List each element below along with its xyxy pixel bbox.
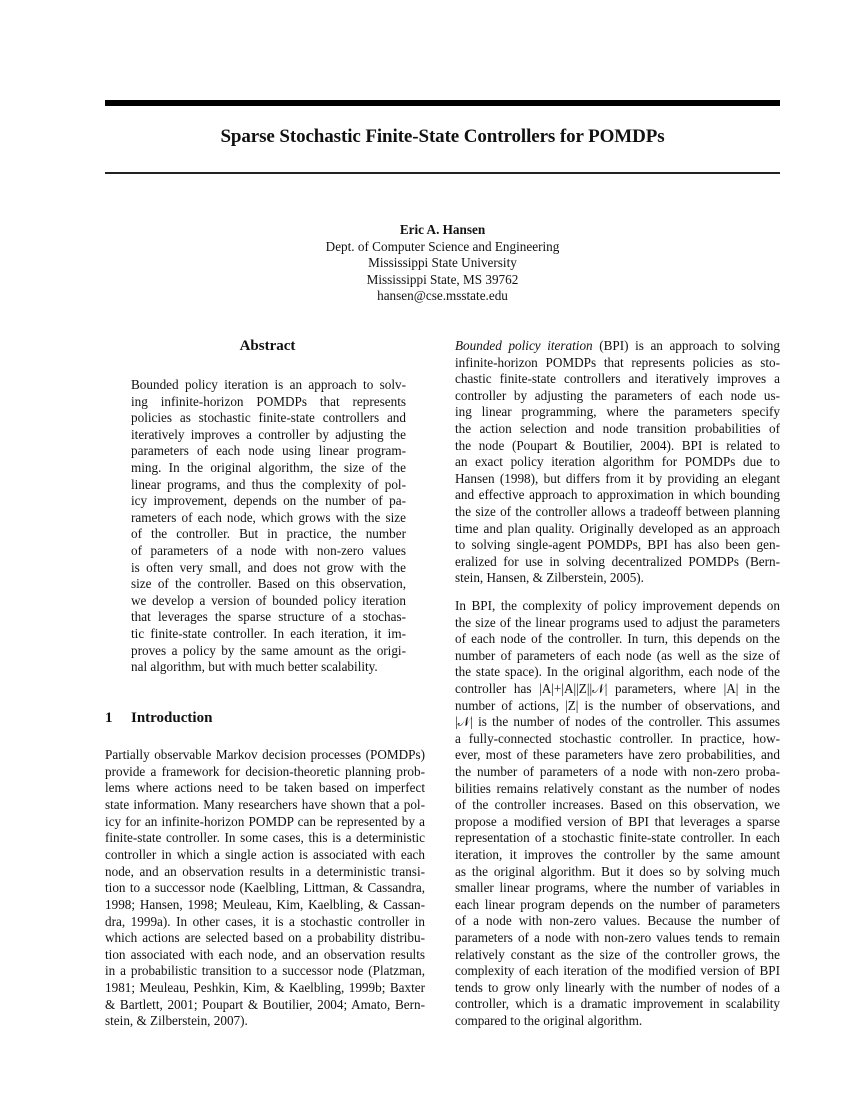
bpi-term: Bounded policy iteration bbox=[455, 338, 593, 353]
intro-p3-line: tends to grow only linearly with the number of nodes of a bbox=[455, 979, 780, 995]
abstract-line: of parameters of a node with non-zero values bbox=[131, 543, 406, 558]
abstract-line: we develop a version of bounded policy iteration bbox=[131, 592, 406, 608]
intro-p3-line: the size of the linear programs used to adjust the parameters bbox=[455, 614, 780, 630]
intro-p2-line: an exact policy iteration algorithm for POMDPs due to bbox=[455, 454, 780, 470]
author-name: Eric A. Hansen bbox=[399, 222, 486, 237]
abstract-line: ing infinite-horizon POMDPs that represents bbox=[131, 393, 406, 409]
abstract-line: proves a policy by the same amount as the origi- bbox=[131, 642, 406, 658]
intro-p2-line: to solving single-agent POMDPs, BPI has also been gen- bbox=[455, 537, 780, 553]
intro-p1-line: tion associated with each node, and an observation results bbox=[105, 946, 425, 962]
paper-title: Sparse Stochastic Finite-State Controllers for POMDPs bbox=[220, 126, 665, 147]
abstract-line: of the controller. But in practice, the number bbox=[131, 526, 406, 542]
intro-p1-line: stein, & Zilberstein, 2007). bbox=[105, 1013, 248, 1029]
section-number: 1 bbox=[105, 710, 113, 726]
intro-p1-line: in a probabilistic transition to a successor node (Platzman, bbox=[105, 963, 425, 979]
intro-p2-line: and effective approach to approximation in which bounding bbox=[455, 487, 780, 503]
intro-p3-line: compared to the original algorithm. bbox=[455, 1013, 643, 1028]
section-heading-introduction bbox=[105, 710, 212, 727]
intro-p3-line: In BPI, the complexity of policy improvement depends on bbox=[455, 598, 780, 613]
intro-p3-line: as the original algorithm. But it does so by solving much bbox=[455, 863, 780, 879]
abstract-line: ming. In the original algorithm, the size of the bbox=[131, 460, 406, 475]
intro-p1-line: lems where actions need to be taken based on imperfect bbox=[105, 780, 425, 796]
intro-p1-line: node, and an observation results in a deterministic transi- bbox=[105, 863, 425, 879]
intro-p3-line: relatively constant as the size of the controller grows, the bbox=[455, 946, 780, 962]
intro-p3-line: bilities remains relatively constant as the number of nodes bbox=[455, 780, 780, 796]
abstract-line: is often very small, and does not grow with the bbox=[131, 559, 406, 575]
abstract-heading: Abstract bbox=[239, 338, 296, 354]
intro-p1-line: Partially observable Markov decision processes (POMDPs) bbox=[105, 747, 425, 762]
intro-p3-line: each linear program depends on the number of parameters bbox=[455, 896, 780, 912]
intro-p1-line: & Bartlett, 2001; Poupart & Boutilier, 2004; Amato, Bern- bbox=[105, 996, 425, 1012]
intro-p1-line: controller in which a single action is associated with each bbox=[105, 846, 425, 862]
author-email: hansen@cse.msstate.edu bbox=[377, 288, 508, 304]
intro-p1-line: 1981; Meuleau, Peshkin, Kim, & Kaelbling, 1999b; Baxter bbox=[105, 980, 425, 996]
intro-p2-line: the node (Poupart & Boutilier, 2004). BPI is related to bbox=[455, 437, 780, 453]
intro-p3-line: controller has |A|+|A||Z||𝒩| parameters, where |A| in the bbox=[455, 681, 780, 696]
intro-p3-line: complexity of each iteration of the modified version of BPI bbox=[455, 963, 780, 979]
author-address: Mississippi State, MS 39762 bbox=[366, 271, 519, 287]
intro-p1-line: provide a framework for decision-theoretic planning prob- bbox=[105, 763, 425, 779]
author-block bbox=[105, 222, 780, 305]
intro-p2-line: infinite-horizon POMDPs that represents policies as sto- bbox=[455, 354, 780, 370]
intro-p3-line: the state space). In the original algorithm, each node of the bbox=[455, 664, 780, 680]
intro-p2-line: eralized for use in solving decentralized POMDPs (Bern- bbox=[455, 553, 780, 569]
abstract-line: nal algorithm, but with much better scalability. bbox=[131, 659, 378, 675]
intro-p2-line: the action selection and node transition probabilities of bbox=[455, 421, 780, 436]
intro-p3-line: controller, which is a dramatic improvement in scalability bbox=[455, 996, 780, 1012]
abstract-line: that leverages the sparse structure of a stochas- bbox=[131, 609, 406, 625]
intro-p3-line: representation of a stochastic finite-state controller. In each bbox=[455, 830, 780, 846]
intro-p2-line: stein, Hansen, & Zilberstein, 2005). bbox=[455, 570, 644, 586]
intro-p3-line: number of parameters of each node (as well as the size of bbox=[455, 647, 780, 663]
intro-p3-line: |𝒩| is the number of nodes of the controller. This assumes bbox=[455, 714, 780, 730]
intro-p2-line: time and plan quality. Originally developed as an approach bbox=[455, 520, 780, 536]
intro-p3-line: ever, most of these parameters have zero probabilities, and bbox=[455, 747, 780, 763]
intro-p3-line: of the controller increases. Based on this observation, we bbox=[455, 797, 780, 813]
intro-p1-line: which actions are selected based on a probability distribu- bbox=[105, 930, 425, 946]
abstract-line: size of the controller. Based on this observation, bbox=[131, 576, 406, 592]
bottom-rule bbox=[105, 172, 780, 174]
abstract-line: Bounded policy iteration is an approach to solv- bbox=[131, 377, 406, 392]
intro-p3-line: of each node of the controller. In turn, this depends on the bbox=[455, 631, 780, 647]
intro-p1-line: tion to a successor node (Kaelbling, Littman, & Cassandra, bbox=[105, 880, 425, 896]
author-university: Mississippi State University bbox=[368, 255, 517, 271]
intro-p3-line: a fully-connected stochastic controller. In practice, how- bbox=[455, 730, 780, 746]
intro-p2-line: controller by adjusting the parameters of each node us- bbox=[455, 387, 780, 403]
intro-p1-line: finite-state controller. In some cases, this is a deterministic bbox=[105, 830, 425, 846]
author-department: Dept. of Computer Science and Engineering bbox=[325, 238, 560, 254]
intro-p2-line: the size of the controller allows a tradeoff between planning bbox=[455, 504, 780, 519]
abstract-line: icy improvement, depends on the number of pa- bbox=[131, 493, 406, 509]
abstract-line: parameters of each node using linear program- bbox=[131, 443, 406, 459]
intro-p1-line: state information. Many researchers have shown that a pol- bbox=[105, 796, 425, 812]
intro-p2-line: ing linear programming, where the parameters specify bbox=[455, 404, 780, 420]
abstract-line: tic finite-state controller. In each iteration, it im- bbox=[131, 626, 406, 641]
abstract-line: policies as stochastic finite-state controllers and bbox=[131, 410, 406, 426]
intro-p3-line: number of actions, |Z| is the number of observations, and bbox=[455, 697, 780, 713]
abstract-line: linear programs, and thus the complexity of pol- bbox=[131, 476, 406, 492]
intro-p2-line: chastic finite-state controllers and iteratively improves a bbox=[455, 371, 780, 387]
intro-p3-line: smaller linear programs, where the number of variables in bbox=[455, 880, 780, 896]
section-title: Introduction bbox=[131, 710, 213, 726]
intro-p3-line: iteration, it improves the controller by the same amount bbox=[455, 847, 780, 862]
abstract-line: rameters of each node, which grows with the size bbox=[131, 509, 406, 525]
intro-p1-line: icy for an infinite-horizon POMDP can be represented by a bbox=[105, 813, 425, 829]
intro-p2-first-rest: (BPI) is an approach to solving bbox=[592, 338, 780, 353]
intro-p2-line: Hansen (1998), but differs from it by providing an elegant bbox=[455, 470, 780, 486]
intro-p3-line: of a node with non-zero values. Because the number of bbox=[455, 913, 780, 929]
intro-p1-line: dra, 1999a). In other cases, it is a stochastic controller in bbox=[105, 913, 425, 929]
intro-p3-line: parameters of a node with non-zero values tends to remain bbox=[455, 930, 780, 945]
abstract-line: iteratively improves a controller by adjusting the bbox=[131, 426, 406, 442]
intro-p3-line: propose a modified version of BPI that leverages a sparse bbox=[455, 813, 780, 829]
intro-p3-line: the number of parameters of a node with non-zero proba- bbox=[455, 764, 780, 779]
intro-p2-first-line bbox=[455, 338, 780, 355]
top-rule bbox=[105, 100, 780, 106]
intro-p1-line: 1998; Hansen, 1998; Meuleau, Kim, Kaelbling, & Cassan- bbox=[105, 896, 425, 912]
